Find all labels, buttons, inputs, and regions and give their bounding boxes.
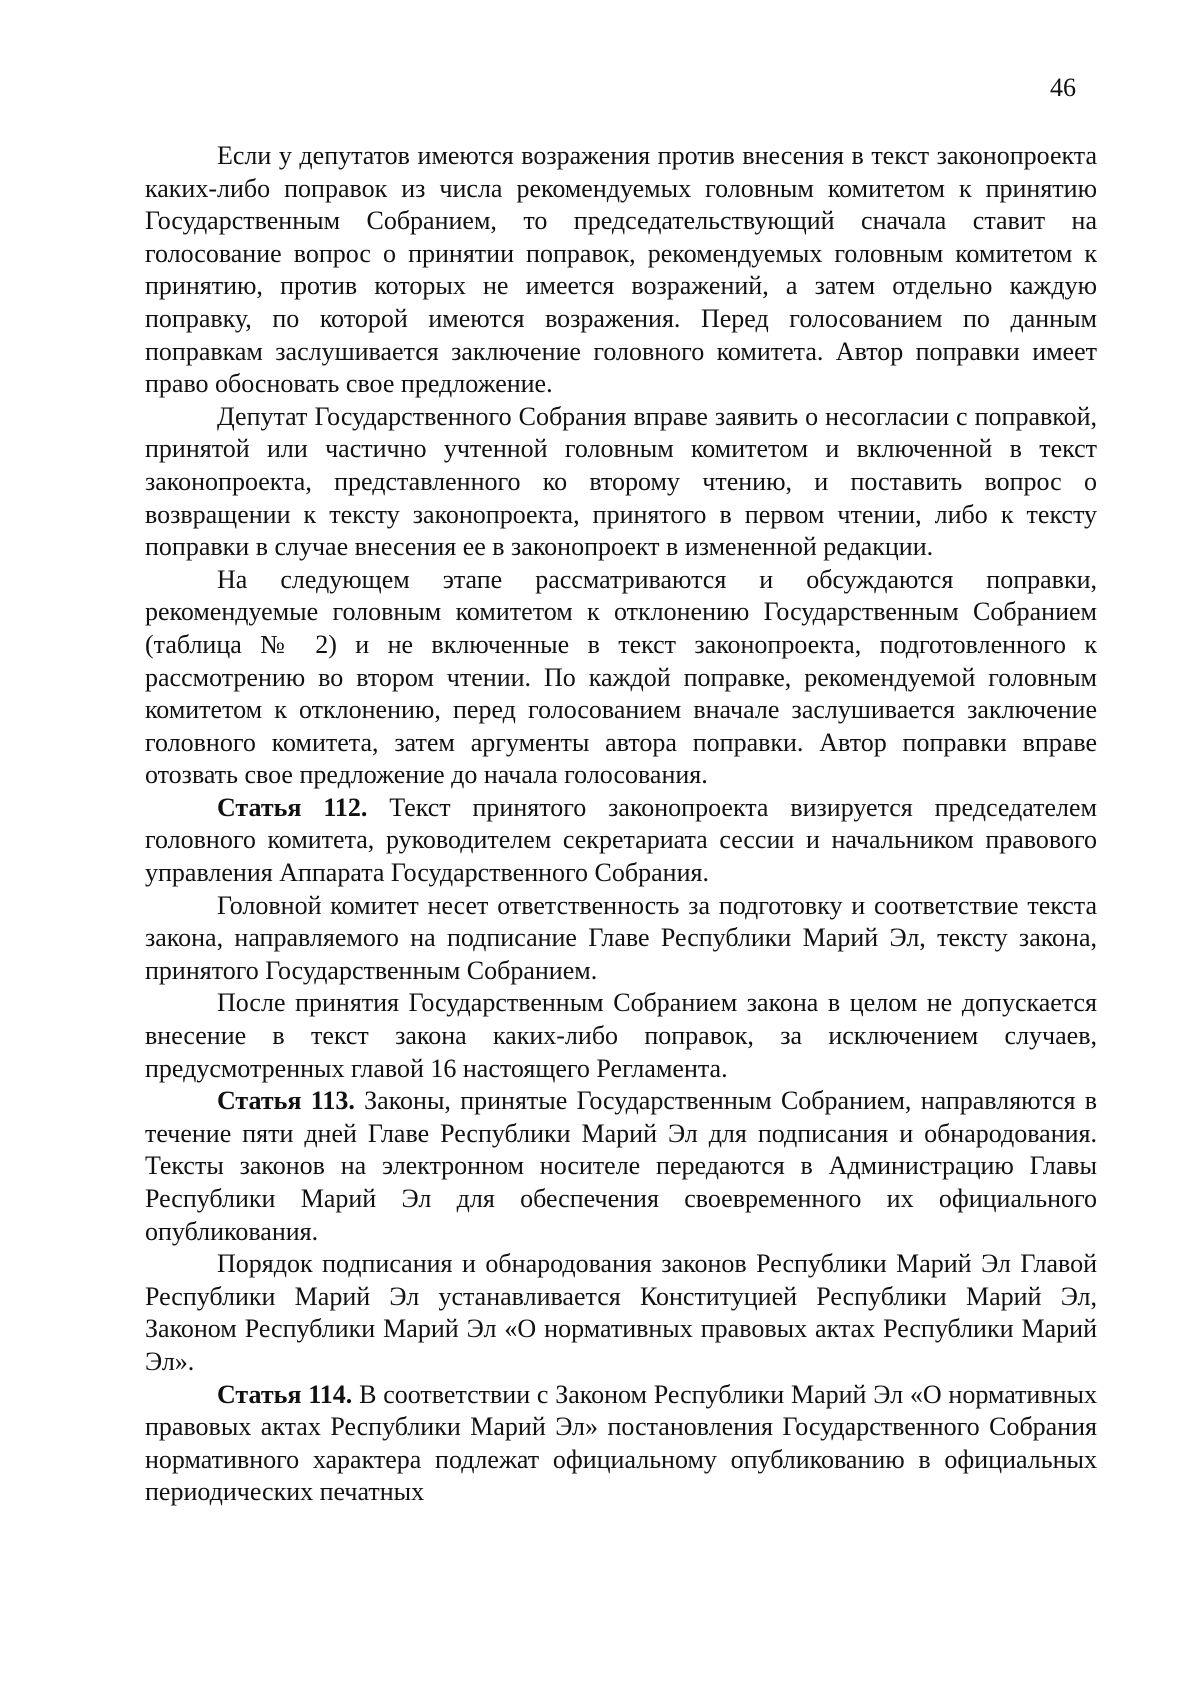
paragraph-text: После принятия Государственным Собранием закона в целом не допускается внесение в текст закона каких-либо поправок, за исключением случаев, предусмотренных главой 16 настоящего Регламента. xyxy=(145,988,1097,1083)
paragraph-text: На следующем этапе рассматриваются и обсуждаются поправки, рекомендуемые головным комитетом к отклонению Государственным Собранием (таблица № 2) и не включенные в текст законопроекта, подготовленного к рассмотрению во втором чтении. По каждой поправке, рекомендуемой головным комитетом к отклонению, перед голосованием вначале заслушивается заключение головного комитета, затем аргументы автора поправки. Автор поправки вправе отозвать свое предложение до начала голосования. xyxy=(145,564,1097,790)
article-112 xyxy=(145,792,1097,890)
paragraph-objections xyxy=(145,140,1097,401)
document-body xyxy=(145,140,1097,1509)
paragraph-signing-procedure xyxy=(145,1248,1097,1378)
paragraph-text: Порядок подписания и обнародования законов Республики Марий Эл Главой Республики Марий Эл устанавливается Конституцией Республики Марий Эл, Законом Республики Марий Эл «О нормативных правовых актах Республики Марий Эл». xyxy=(145,1249,1097,1376)
paragraph-lead-committee-responsibility xyxy=(145,890,1097,988)
paragraph-text: Законы, принятые Государственным Собранием, направляются в течение пяти дней Главе Республики Марий Эл для подписания и обнародования. Тексты законов на электронном носителе передаются в Администрацию Главы Республики Марий Эл для обеспечения своевременного их официального опубликования. xyxy=(145,1086,1098,1246)
paragraph-text: Если у депутатов имеются возражения против внесения в текст законопроекта каких-либо поправок из числа рекомендуемых головным комитетом к принятию Государственным Собранием, то председательствующий сначала ставит на голосование вопрос о принятии поправок, рекомендуемых головным комитетом к принятию, против которых не имеется возражений, а затем отдельно каждую поправку, по которой имеются возражения. Перед голосованием по данным поправкам заслушивается заключение головного комитета. Автор поправки имеет право обосновать свое предложение. xyxy=(145,141,1097,399)
article-112-label: Статья 112. xyxy=(217,792,368,822)
paragraph-text: Текст принятого законопроекта визируется председателем головного комитета, руководителем секретариата сессии и начальником правового управления Аппарата Государственного Собрания. xyxy=(145,792,1097,888)
paragraph-deputy-disagreement xyxy=(145,401,1097,564)
article-114 xyxy=(145,1379,1097,1509)
article-113 xyxy=(145,1085,1097,1248)
paragraph-text: В соответствии с Законом Республики Марий Эл «О нормативных правовых актах Республики Марий Эл» постановления Государственного Собрания нормативного характера подлежат официальному опубликованию в официальных периодических печатных xyxy=(145,1379,1097,1507)
paragraph-text: Депутат Государственного Собрания вправе заявить о несогласии с поправкой, принятой или частично учтенной головным комитетом и включенной в текст законопроекта, представленного ко второму чтению, и поставить вопрос о возвращении к тексту законопроекта, принятого в первом чтении, либо к тексту поправки в случае внесения ее в законопроект в измененной редакции. xyxy=(145,401,1097,562)
paragraph-no-amendments-after-adoption xyxy=(145,987,1097,1085)
paragraph-rejected-amendments xyxy=(145,564,1097,792)
page-number: 46 xyxy=(1050,73,1076,102)
article-114-label: Статья 114. xyxy=(217,1379,353,1409)
article-113-label: Статья 113. xyxy=(217,1086,355,1116)
paragraph-text: Головной комитет несет ответственность за подготовку и соответствие текста закона, направляемого на подписание Главе Республики Марий Эл, тексту закона, принятого Государственным Собранием. xyxy=(145,890,1097,985)
